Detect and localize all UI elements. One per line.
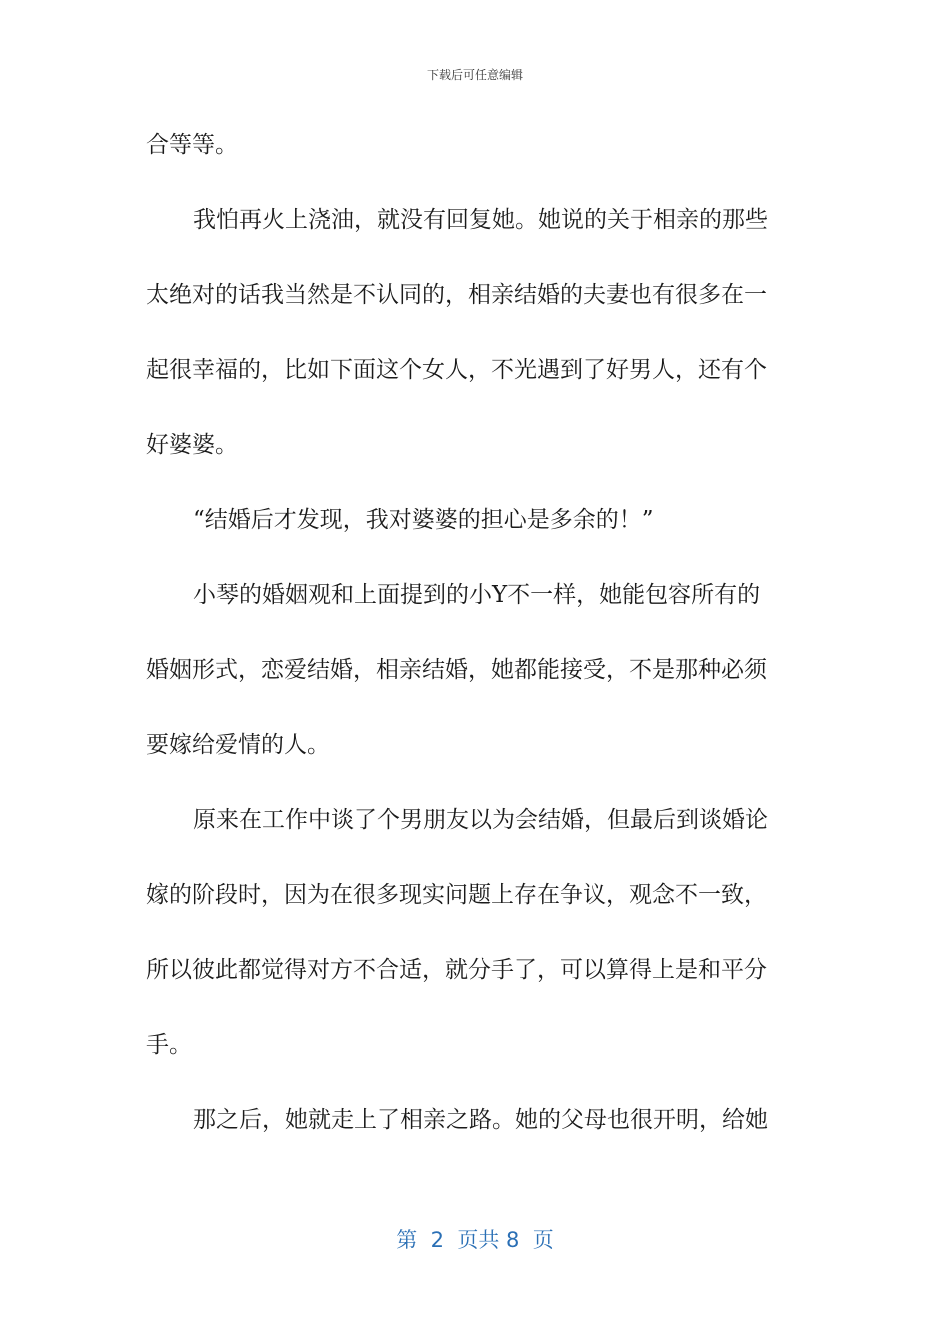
text-line: 手。 <box>146 1032 192 1058</box>
text-line: 要嫁给爱情的人。 <box>146 732 330 758</box>
text-line: 太绝对的话我当然是不认同的，相亲结婚的夫妻也有很多在一 <box>146 282 767 308</box>
text-line: 所以彼此都觉得对方不合适，就分手了，可以算得上是和平分 <box>146 957 767 983</box>
text-line: 那之后，她就走上了相亲之路。她的父母也很开明，给她 <box>193 1107 768 1133</box>
page-number: 第 2 页共 8 页 <box>396 1228 554 1252</box>
text-line: “结婚后才发现，我对婆婆的担心是多余的！” <box>193 507 654 533</box>
document-body <box>146 108 796 1158</box>
text-line: 嫁的阶段时，因为在很多现实问题上存在争议，观念不一致， <box>146 882 767 908</box>
text-line: 婚姻形式，恋爱结婚，相亲结婚，她都能接受，不是那种必须 <box>146 657 767 683</box>
text-line: 我怕再火上浇油，就没有回复她。她说的关于相亲的那些 <box>193 207 768 233</box>
text-line: 小琴的婚姻观和上面提到的小Y不一样，她能包容所有的 <box>193 582 761 608</box>
text-line: 好婆婆。 <box>146 432 238 458</box>
page-header: 下载后可任意编辑 <box>426 68 523 82</box>
text-line: 原来在工作中谈了个男朋友以为会结婚，但最后到谈婚论 <box>193 807 768 833</box>
text-line: 合等等。 <box>146 132 238 158</box>
text-line: 起很幸福的，比如下面这个女人，不光遇到了好男人，还有个 <box>146 357 767 383</box>
